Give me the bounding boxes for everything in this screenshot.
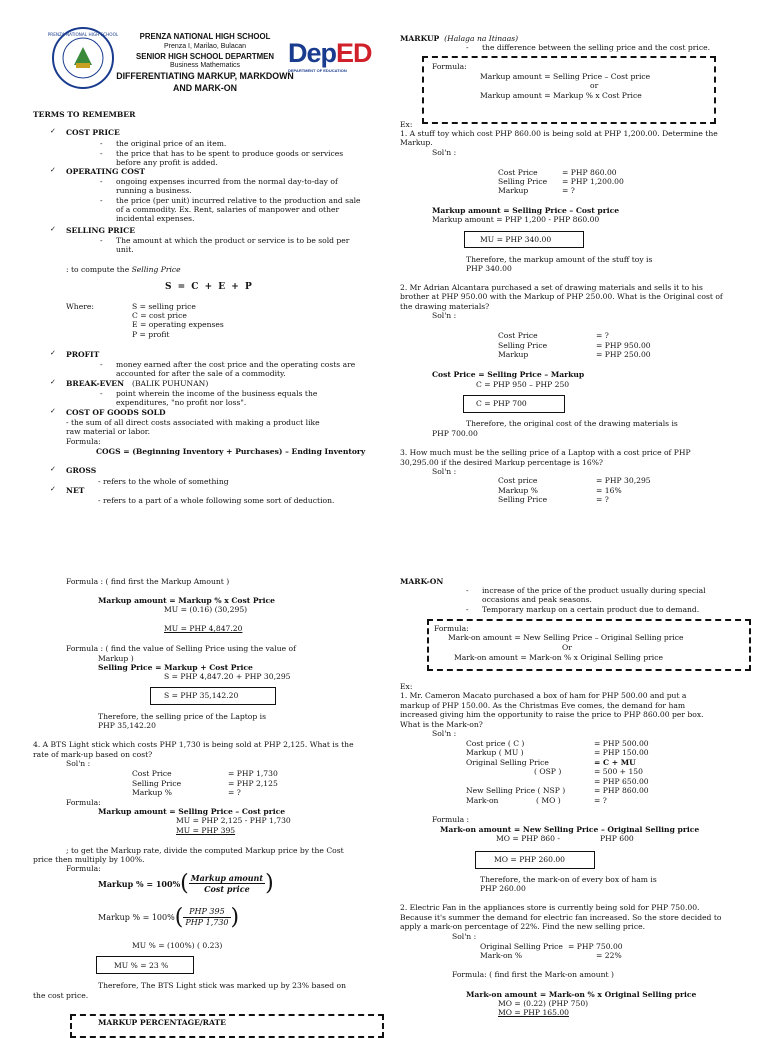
given-value: = PHP 860.00: [594, 786, 649, 795]
term-gross: GROSS: [66, 466, 97, 475]
given-label: New Selling Price ( NSP ): [466, 786, 566, 795]
mo-ex1-line1: 1. Mr. Cameron Macato purchased a box of ham for PHP 500.00 and put a: [400, 691, 687, 700]
markon-formula1: Mark-on amount = New Selling Price – Original Selling price: [448, 633, 684, 642]
markup-formula-label: Formula:: [432, 62, 467, 71]
ex4-line1: 4. A BTS Light stick which costs PHP 1,730 is being sold at PHP 2,125. What is the: [33, 740, 354, 749]
deped-logo: DepED DEPARTMENT OF EDUCATION: [288, 38, 372, 73]
compute-selling-price: : to compute the Selling Price: [66, 265, 181, 274]
ex3-line1: 3. How much must be the selling price of a Laptop with a cost price of PHP: [400, 448, 691, 457]
where-e: E = operating expenses: [132, 320, 224, 329]
markup-heading: MARKUP (Halaga na Itinaas): [400, 34, 519, 43]
term-break-even: BREAK-EVEN: [66, 379, 125, 388]
mo-ex1-answer: MO = PHP 260.00: [494, 855, 566, 864]
markup-def: the difference between the selling price and the cost price.: [482, 43, 710, 52]
profit-def-b: accounted for after the sale of a commodity.: [116, 369, 286, 378]
markup-amount-calc: MU = (0.16) (30,295): [164, 605, 248, 614]
ex2-therefore2: PHP 700.00: [432, 429, 478, 438]
given-value: = 16%: [596, 486, 622, 495]
ex1-line1: 1. A stuff toy which cost PHP 860.00 is being sold at PHP 1,200.00. Determine the: [400, 129, 718, 138]
solution-label: Sol'n :: [432, 729, 457, 738]
solution-label: Sol'n :: [432, 467, 457, 476]
markon-formula-or: Or: [562, 643, 572, 652]
mo-ex1-line2: markup of PHP 150.00. As the Christmas Eve comes, the demand for ham: [400, 701, 686, 710]
given-value: = ?: [596, 331, 609, 340]
term-cost-price: COST PRICE: [66, 128, 120, 137]
bts-therefore2: the cost price.: [33, 991, 89, 1000]
given-value: = PHP 250.00: [596, 350, 651, 359]
break-even-def-a: point wherein the income of the business equals the: [116, 389, 318, 398]
given-label: Cost Price: [498, 331, 538, 340]
given-label: Markup: [498, 186, 529, 195]
given-label: Markup %: [498, 486, 538, 495]
markup-amount-answer: MU = PHP 4,847.20: [164, 624, 243, 633]
selling-price-def-a: The amount at which the product or service is to be sold per: [116, 236, 350, 245]
markup-formula1: Markup amount = Selling Price – Cost price: [480, 72, 651, 81]
department: SENIOR HIGH SCHOOL DEPARTMEN: [136, 52, 274, 61]
net-def: - refers to a part of a whole following some sort of deduction.: [98, 496, 335, 505]
markon-formula2: Mark-on amount = Mark-on % x Original Selling price: [454, 653, 663, 662]
markon-formula-box: [427, 619, 751, 671]
markup-amount-formula: Markup amount = Markup % x Cost Price: [98, 596, 275, 605]
markup-formula-or: or: [590, 81, 599, 90]
markup-percent-answer: MU % = 23 %: [114, 961, 169, 970]
mo-ex2-formula: Mark-on amount = Mark-on % x Original Selling price: [466, 990, 697, 999]
given-label: Cost price ( C ): [466, 739, 525, 748]
formula-label-find-markon: Formula: ( find first the Mark-on amount ): [452, 970, 614, 979]
given-label: Selling Price: [132, 779, 182, 788]
mo-ex2-calc: MO = (0.22) (PHP 750): [498, 999, 589, 1008]
given-value: = PHP 750.00: [568, 942, 623, 951]
selling-price-def-b: unit.: [116, 245, 134, 254]
ex1-formula: Markup amount = Selling Price – Cost price: [432, 206, 620, 215]
given-value: = PHP 1,200.00: [562, 177, 624, 186]
school-seal: [47, 27, 119, 89]
page-title-line2: AND MARK-ON: [172, 83, 237, 93]
op-cost-def1a: ongoing expenses incurred from the normal day-to-day of: [116, 177, 338, 186]
given-label: Cost price: [498, 476, 538, 485]
given-label: ( MO ): [536, 796, 561, 805]
gross-def: - refers to the whole of something: [98, 477, 229, 486]
markon-def2: Temporary markup on a certain product due to demand.: [482, 605, 700, 614]
cogs-def-b: raw material or labor.: [66, 427, 150, 436]
selling-price-answer: S = PHP 35,142.20: [164, 691, 239, 700]
formula-label: Formula:: [66, 798, 101, 807]
solution-label: Sol'n :: [432, 148, 457, 157]
where-label: Where:: [66, 302, 94, 311]
given-value: = PHP 650.00: [594, 777, 649, 786]
ex2-line1: 2. Mr Adrian Alcantara purchased a set of drawing materials and sells it to his: [400, 283, 703, 292]
mo-ex1-calc1: MO = PHP 860 -: [496, 834, 560, 843]
given-value: = PHP 30,295: [596, 476, 651, 485]
check-icon: ✓: [50, 349, 56, 357]
ex1-calc: Markup amount = PHP 1,200 - PHP 860.00: [432, 215, 600, 224]
solution-label: Sol'n :: [432, 311, 457, 320]
given-value: = ?: [596, 495, 609, 504]
given-value: = PHP 860.00: [562, 168, 617, 177]
mo-ex1-line3: increased giving him the opportunity to raise the price to PHP 860.00 per box.: [400, 710, 704, 719]
given-label: Markup %: [132, 788, 172, 797]
term-profit: PROFIT: [66, 350, 100, 359]
given-label: Original Selling Price: [480, 942, 563, 951]
selling-price-formula2: Selling Price = Markup + Cost Price: [98, 663, 253, 672]
seal-text: PRENZA NATIONAL HIGH SCHOOL: [47, 32, 119, 37]
cogs-formula: COGS = (Beginning Inventory + Purchases) – Ending Inventory: [96, 447, 366, 456]
given-value: = PHP 500.00: [594, 739, 649, 748]
ex1-therefore2: PHP 340.00: [466, 264, 512, 273]
ex4-calc: MU = PHP 2,125 - PHP 1,730: [176, 816, 291, 825]
ex4-formula: Markup amount = Selling Price – Cost price: [98, 807, 286, 816]
given-value: = 500 + 150: [594, 767, 643, 776]
check-icon: ✓: [50, 166, 56, 174]
mo-ex1-therefore1: Therefore, the mark-on of every box of ham is: [480, 875, 657, 884]
where-c: C = cost price: [132, 311, 187, 320]
markup-formula2: Markup amount = Markup % x Cost Price: [480, 91, 642, 100]
mo-ex1-formula: Mark-on amount = New Selling Price – Original Selling price: [440, 825, 700, 834]
page-title-line1: DIFFERENTIATING MARKUP, MARKDOWN: [116, 71, 294, 81]
op-cost-def2a: the price (per unit) incurred relative to the production and sale: [116, 196, 361, 205]
subject: Business Mathematics: [169, 62, 241, 69]
given-label: Selling Price: [498, 341, 548, 350]
mo-ex1-therefore2: PHP 260.00: [480, 884, 526, 893]
given-label: Markup: [498, 350, 529, 359]
term-operating-cost: OPERATING COST: [66, 167, 145, 176]
check-icon: ✓: [50, 225, 56, 233]
markup-percent-formula: Markup % = 100%( $\frac{\text{Markup amount}}{\text{Cost price}}$ ): [98, 871, 274, 896]
deped-subtitle: DEPARTMENT OF EDUCATION: [288, 68, 347, 73]
markon-def1b: occasions and peak seasons.: [482, 595, 592, 604]
given-value: = PHP 2,125: [228, 779, 278, 788]
mo-ex1-calc2: PHP 600: [600, 834, 634, 843]
where-s: S = selling price: [132, 302, 196, 311]
ex4-answer: MU = PHP 395: [176, 826, 236, 835]
cogs-def-a: - the sum of all direct costs associated with making a product like: [66, 418, 320, 427]
ex3-line2: 30,295.00 if the desired Markup percentage is 16%?: [400, 458, 604, 467]
op-cost-def2b: of a commodity. Ex. Rent, salaries of manpower and other: [116, 205, 340, 214]
given-label: Selling Price: [498, 495, 548, 504]
break-even-def-b: expenditures, "no profit nor loss".: [116, 398, 247, 407]
ex4-line2: rate of mark-up based on cost?: [33, 750, 153, 759]
mo-ex1-line4: What is the Mark-on?: [400, 720, 483, 729]
ex2-line3: the drawing materials?: [400, 302, 490, 311]
check-icon: ✓: [50, 127, 56, 135]
mo-ex2-answer: MO = PHP 165.00: [498, 1008, 570, 1017]
laptop-therefore2: PHP 35,142.20: [98, 721, 156, 730]
cost-price-def2b: before any profit is added.: [116, 158, 218, 167]
check-icon: ✓: [50, 485, 56, 493]
ex1-therefore1: Therefore, the markup amount of the stuff toy is: [466, 255, 653, 264]
markup-rate-instr1: ; to get the Markup rate, divide the computed Markup price by the Cost: [66, 846, 344, 855]
selling-price-calc: S = PHP 4,847.20 + PHP 30,295: [164, 672, 291, 681]
formula-label: Formula:: [66, 864, 101, 873]
given-label: ( OSP ): [534, 767, 562, 776]
op-cost-def2c: incidental expenses.: [116, 214, 195, 223]
given-value: = 22%: [596, 951, 622, 960]
terms-heading: TERMS TO REMEMBER: [33, 110, 136, 119]
markup-rate-heading: MARKUP PERCENTAGE/RATE: [98, 1018, 226, 1027]
mo-ex2-line2: Because it's summer the demand for electric fan increased. So the store decided to: [400, 913, 722, 922]
cogs-formula-label: Formula:: [66, 437, 101, 446]
school-name: PRENZA NATIONAL HIGH SCHOOL: [139, 32, 271, 41]
given-label: Selling Price: [498, 177, 548, 186]
check-icon: ✓: [50, 378, 56, 386]
ex-label: Ex:: [400, 682, 413, 691]
op-cost-def1b: running a business.: [116, 186, 192, 195]
markon-formula-label: Formula:: [434, 624, 469, 633]
check-icon: ✓: [50, 407, 56, 415]
term-cogs: COST OF GOODS SOLD: [66, 408, 166, 417]
ex1-answer: MU = PHP 340.00: [480, 235, 552, 244]
given-value: = PHP 1,730: [228, 769, 278, 778]
given-value: = ?: [562, 186, 575, 195]
laptop-therefore1: Therefore, the selling price of the Laptop is: [98, 712, 266, 721]
break-even-tagalog: (BALIK PUHUNAN): [132, 379, 209, 388]
ex2-answer: C = PHP 700: [476, 399, 527, 408]
mo-ex2-line1: 2. Electric Fan in the appliances store is currently being sold for PHP 750.00.: [400, 903, 700, 912]
given-value: = PHP 150.00: [594, 748, 649, 757]
given-value: = PHP 950.00: [596, 341, 651, 350]
term-net: NET: [66, 486, 85, 495]
given-value: = ?: [594, 796, 607, 805]
given-label: Mark-on: [466, 796, 499, 805]
markup-rate-instr2: price then multiply by 100%.: [33, 855, 145, 864]
formula-label-find-markup: Formula : ( find first the Markup Amount ): [66, 577, 230, 586]
given-label: Cost Price: [132, 769, 172, 778]
given-label: Original Selling Price: [466, 758, 549, 767]
formula-label-selling-b: Markup ): [98, 654, 134, 663]
markon-def1a: increase of the price of the product usually during special: [482, 586, 706, 595]
given-value: = ?: [228, 788, 241, 797]
given-label: Cost Price: [498, 168, 538, 177]
ex1-line2: Markup.: [400, 138, 433, 147]
ex-label: Ex:: [400, 120, 413, 129]
where-p: P = profit: [132, 330, 170, 339]
school-address: Prenza I, Marilao, Bulacan: [163, 43, 247, 50]
profit-def-a: money earned after the cost price and the operating costs are: [116, 360, 356, 369]
given-value: = C + MU: [594, 758, 636, 767]
mo-ex2-line3: apply a mark-on percentage of 22%. Find the new selling price.: [400, 922, 645, 931]
given-label: Mark-on %: [480, 951, 523, 960]
solution-label: Sol'n :: [452, 932, 477, 941]
ex2-calc: C = PHP 950 – PHP 250: [476, 380, 570, 389]
bts-therefore1: Therefore, The BTS Light stick was marked up by 23% based on: [98, 981, 346, 990]
formula-label: Formula :: [432, 815, 470, 824]
ex2-line2: brother at PHP 950.00 with the Markup of PHP 250.00. What is the Original cost of: [400, 292, 723, 301]
ex2-therefore1: Therefore, the original cost of the drawing materials is: [466, 419, 678, 428]
markup-percent-substituted: Markup % = 100%( $\frac{\text{PHP 395}}{\text{PHP 1,730}}$ ): [98, 905, 240, 930]
term-selling-price: SELLING PRICE: [66, 226, 135, 235]
given-label: Markup ( MU ): [466, 748, 524, 757]
check-icon: ✓: [50, 465, 56, 473]
selling-price-formula: S = C + E + P: [165, 282, 252, 292]
cost-price-def1: the original price of an item.: [116, 139, 227, 148]
markon-heading: MARK-ON: [400, 577, 444, 586]
formula-label-selling-a: Formula : ( find the value of Selling Price using the value of: [66, 644, 296, 653]
ex2-formula: Cost Price = Selling Price – Markup: [432, 370, 585, 379]
solution-label: Sol'n :: [66, 759, 91, 768]
cost-price-def2a: the price that has to be spent to produce goods or services: [116, 149, 344, 158]
markup-percent-calc: MU % = (100%) ( 0.23): [132, 941, 223, 950]
